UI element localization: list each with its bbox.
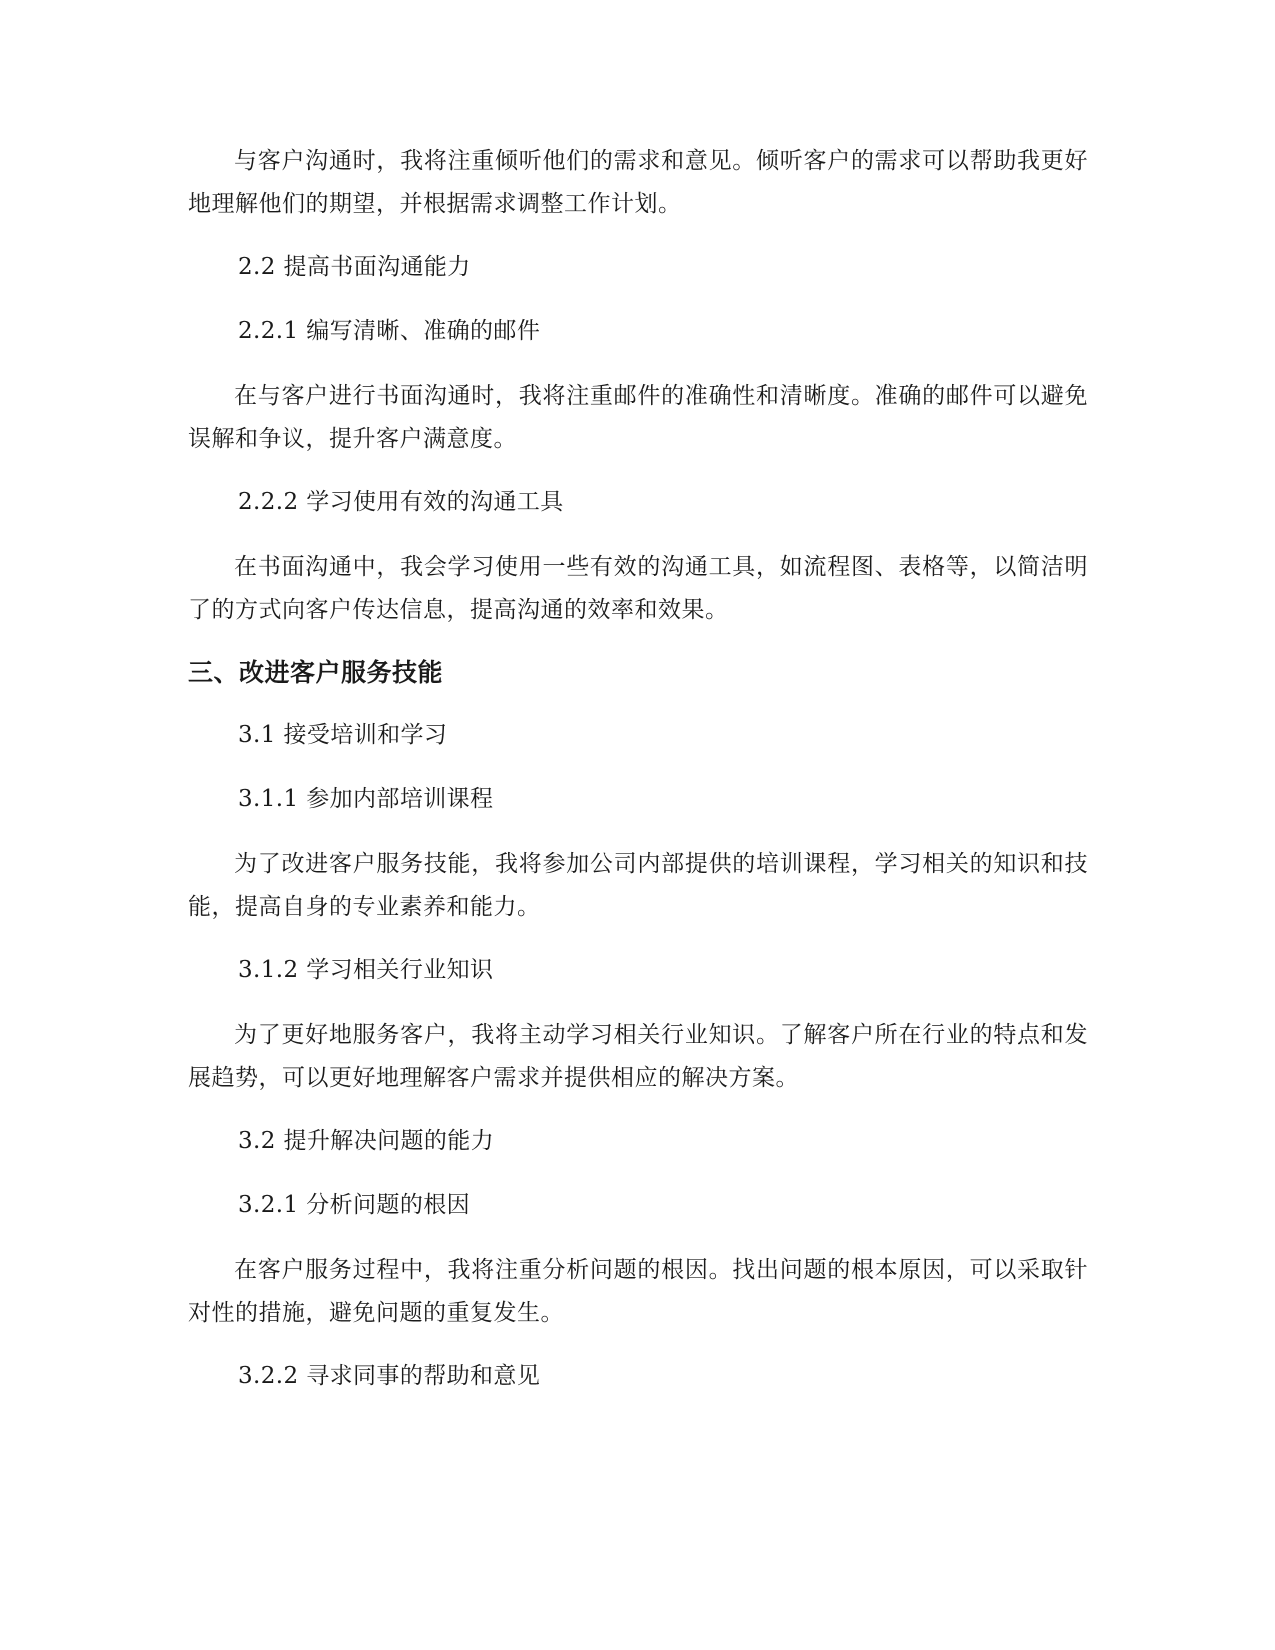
heading-2-2: 2.2 提高书面沟通能力: [238, 254, 471, 280]
heading-2-2-2: 2.2.2 学习使用有效的沟通工具: [238, 489, 564, 515]
paragraph-root-cause: 在客户服务过程中，我将注重分析问题的根因。找出问题的根本原因，可以采取针对性的措施，避免问题的重复发生。: [188, 1257, 1088, 1326]
heading-3-1-1: 3.1.1 参加内部培训课程: [238, 786, 494, 812]
heading-3-1: 3.1 接受培训和学习: [238, 722, 448, 748]
section-heading-3: 三、改进客户服务技能: [188, 658, 444, 687]
paragraph-training: 为了改进客户服务技能，我将参加公司内部提供的培训课程，学习相关的知识和技能，提高自身的专业素养和能力。: [188, 851, 1088, 920]
heading-3-2-2: 3.2.2 寻求同事的帮助和意见: [238, 1363, 541, 1389]
document-page: [188, 140, 1088, 1420]
paragraph-email: 在与客户进行书面沟通时，我将注重邮件的准确性和清晰度。准确的邮件可以避免误解和争议，提升客户满意度。: [188, 383, 1088, 452]
heading-3-2-1: 3.2.1 分析问题的根因: [238, 1192, 471, 1218]
heading-3-2: 3.2 提升解决问题的能力: [238, 1128, 495, 1154]
heading-3-1-2: 3.1.2 学习相关行业知识: [238, 957, 494, 983]
paragraph-tools: 在书面沟通中，我会学习使用一些有效的沟通工具，如流程图、表格等，以简洁明了的方式向客户传达信息，提高沟通的效率和效果。: [188, 554, 1088, 623]
paragraph-industry: 为了更好地服务客户，我将主动学习相关行业知识。了解客户所在行业的特点和发展趋势，可以更好地理解客户需求并提供相应的解决方案。: [188, 1022, 1088, 1091]
paragraph-listening: 与客户沟通时，我将注重倾听他们的需求和意见。倾听客户的需求可以帮助我更好地理解他们的期望，并根据需求调整工作计划。: [188, 148, 1088, 217]
heading-2-2-1: 2.2.1 编写清晰、准确的邮件: [238, 318, 541, 344]
